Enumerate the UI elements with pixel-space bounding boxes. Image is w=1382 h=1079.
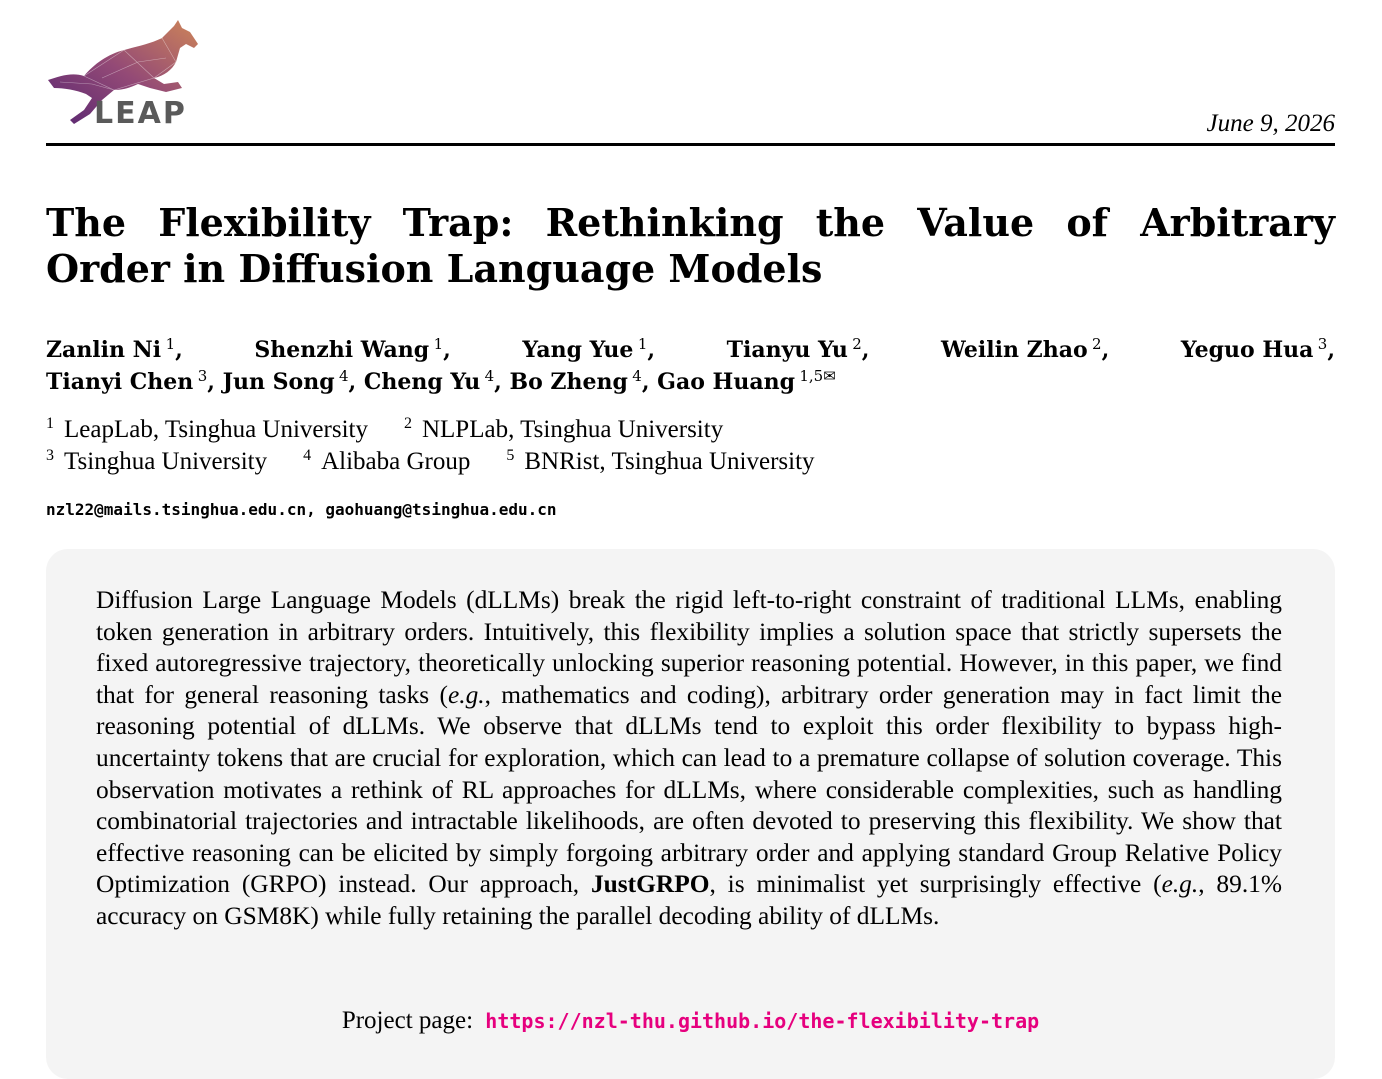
author-affiliation-mark: 2 bbox=[1092, 335, 1102, 353]
author: Cheng Yu $^4$, bbox=[363, 367, 502, 395]
author-name: Cheng Yu bbox=[363, 369, 481, 395]
affiliation bbox=[506, 448, 814, 475]
author: Yang Yue $^1$, bbox=[522, 335, 656, 363]
project-page-line bbox=[46, 1007, 1335, 1035]
author-affiliation-mark: 2 bbox=[852, 335, 862, 353]
author-name: Gao Huang bbox=[657, 369, 795, 395]
affiliation-row-1 bbox=[46, 414, 1335, 446]
affiliation-name: BNRist, Tsinghua University bbox=[524, 448, 815, 475]
author-list bbox=[46, 334, 1335, 398]
method-name: JustGRPO bbox=[590, 870, 710, 899]
author-line-2 bbox=[46, 366, 1335, 398]
author-name: Tianyu Yu bbox=[726, 337, 848, 363]
author-name: Zanlin Ni bbox=[46, 337, 162, 363]
author-name: Yang Yue bbox=[522, 337, 634, 363]
page-header bbox=[46, 18, 1335, 146]
author-name: Jun Song bbox=[222, 369, 335, 395]
logo-text: LEAP bbox=[94, 96, 187, 131]
header-rule bbox=[46, 143, 1335, 146]
affiliation-number: 2 bbox=[403, 415, 412, 432]
author-line-1 bbox=[46, 334, 1335, 366]
affiliation-name: Tsinghua University bbox=[64, 448, 268, 475]
affiliation bbox=[404, 416, 723, 443]
author: Tianyu Yu $^2$, bbox=[726, 335, 870, 363]
author-name: Shenzhi Wang bbox=[254, 337, 430, 363]
affiliation-number: 1 bbox=[46, 415, 54, 432]
project-page-link[interactable]: https://nzl-thu.github.io/the-flexibility-trap bbox=[485, 1009, 1040, 1033]
author bbox=[657, 369, 836, 395]
affiliation-number: 3 bbox=[46, 447, 54, 464]
author: Shenzhi Wang $^1$, bbox=[254, 335, 451, 363]
affiliation bbox=[46, 416, 368, 443]
author-affiliation-mark: 4 bbox=[632, 367, 642, 385]
abstract-box bbox=[46, 549, 1335, 1079]
author-affiliation-mark: 4 bbox=[484, 367, 495, 385]
author: Tianyi Chen $^3$, bbox=[46, 367, 215, 395]
affiliation-row-2 bbox=[46, 446, 1335, 478]
affiliation-name: LeapLab, Tsinghua University bbox=[64, 416, 368, 443]
affiliation-name: NLPLab, Tsinghua University bbox=[421, 416, 724, 443]
author-affiliation-mark: 1,5✉ bbox=[799, 367, 836, 385]
author-name: Weilin Zhao bbox=[941, 337, 1088, 363]
author-affiliation-mark: 4 bbox=[338, 367, 349, 385]
author-affiliation-mark: 3 bbox=[197, 367, 208, 385]
author-affiliation-mark: 1 bbox=[165, 335, 176, 353]
paper-title: The Flexibility Trap: Rethinking the Value of Arbitrary Order in Diffusion Language Models bbox=[46, 200, 1335, 291]
affiliation-list bbox=[46, 414, 1335, 478]
author: Yeguo Hua $^3$, bbox=[1180, 335, 1335, 363]
author: Bo Zheng $^4$, bbox=[509, 367, 650, 395]
affiliation bbox=[303, 448, 470, 475]
author-name: Bo Zheng bbox=[509, 369, 628, 395]
author-name: Tianyi Chen bbox=[46, 369, 194, 395]
author: Jun Song $^4$, bbox=[222, 367, 357, 395]
affiliation-number: 4 bbox=[303, 447, 312, 464]
author-emails[interactable]: nzl22@mails.tsinghua.edu.cn, gaohuang@tsinghua.edu.cn bbox=[46, 500, 557, 519]
author-affiliation-mark: 1 bbox=[433, 335, 444, 353]
project-page-label: Project page: bbox=[341, 1007, 474, 1034]
author-affiliation-mark: 3 bbox=[1317, 335, 1328, 353]
author-affiliation-mark: 1 bbox=[637, 335, 648, 353]
affiliation-number: 5 bbox=[506, 447, 515, 464]
abstract-text: Diffusion Large Language Models (dLLMs) break the rigid left-to-right constraint of traditional LLMs, enabling token generation in arbitrary orders. Intuitively, this flexibility implies a solution space that strictly supersets the fixed autoregressive trajectory, theoretically unlocking superior reasoning potential. However, in this paper, we find that for general reasoning tasks (e.g., mathematics and coding), arbitrary order generation may in fact limit the reasoning potential of dLLMs. We observe that dLLMs tend to exploit this order flexibility to bypass high-uncertainty tokens that are crucial for exploration, which can lead to a premature collapse of solution coverage. This observation motivates a rethink of RL approaches for dLLMs, where considerable complexities, such as handling combinatorial trajectories and intractable likelihoods, are often devoted to preserving this flexibility. We show that effective reasoning can be elicited by simply forgoing arbitrary order and applying standard Group Relative Policy Optimization (GRPO) instead. Our approach, JustGRPO, is minimalist yet surprisingly effective (e.g., 89.1% accuracy on GSM8K) while fully retaining the parallel decoding ability of dLLMs. bbox=[96, 586, 1283, 930]
paper-date: June 9, 2026 bbox=[1206, 110, 1335, 137]
affiliation-name: Alibaba Group bbox=[321, 448, 471, 475]
author: Zanlin Ni $^1$, bbox=[46, 335, 183, 363]
author-name: Yeguo Hua bbox=[1180, 337, 1314, 363]
affiliation bbox=[46, 448, 267, 475]
author: Weilin Zhao $^2$, bbox=[941, 335, 1110, 363]
